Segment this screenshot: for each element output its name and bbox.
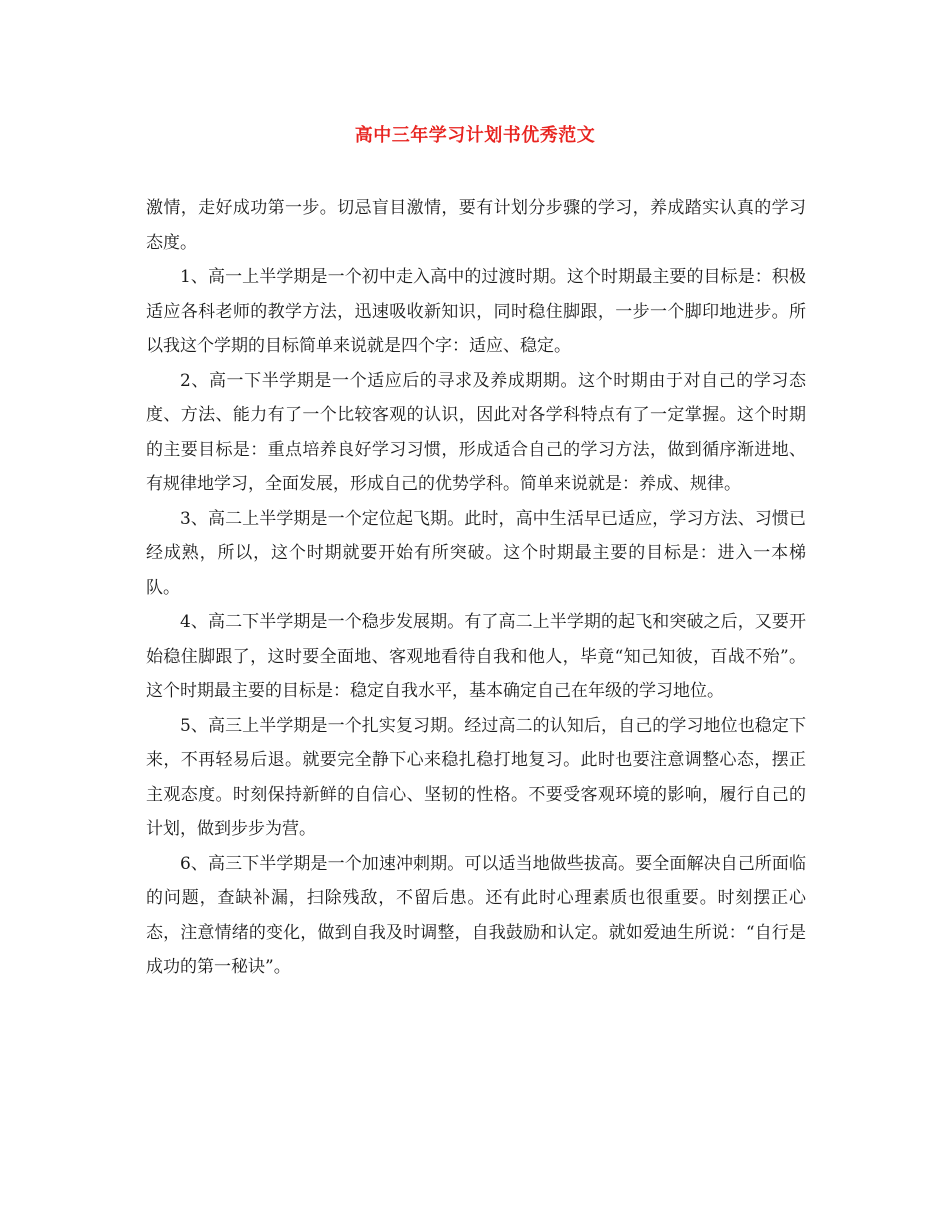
paragraph-intro: 激情，走好成功第一步。切忌盲目激情，要有计划分步骤的学习，养成踏实认真的学习态度。 — [146, 198, 806, 253]
document-body — [146, 191, 806, 985]
paragraph-3: 3、高二上半学期是一个定位起飞期。此时，高中生活早已适应，学习方法、习惯已经成熟，所以，这个时期就要开始有所突破。这个时期最主要的目标是：进入一本梯队。 — [146, 508, 806, 598]
paragraph-1: 1、高一上半学期是一个初中走入高中的过渡时期。这个时期最主要的目标是：积极适应各科老师的教学方法，迅速吸收新知识，同时稳住脚跟，一步一个脚印地进步。所以我这个学期的目标简单来说就是四个字：适应、稳定。 — [146, 267, 806, 356]
paragraph-2: 2、高一下半学期是一个适应后的寻求及养成期期。这个时期由于对自己的学习态度、方法、能力有了一个比较客观的认识，因此对各学科特点有了一定掌握。这个时期的主要目标是：重点培养良好学习习惯，形成适合自己的学习方法，做到循序渐进地、有规律地学习，全面发展，形成自己的优势学科。简单来说就是：养成、规律。 — [146, 370, 806, 494]
paragraph-6: 6、高三下半学期是一个加速冲刺期。可以适当地做些拔高。要全面解决自己所面临的问题，查缺补漏，扫除残敌，不留后患。还有此时心理素质也很重要。时刻摆正心态，注意情绪的变化，做到自我及时调整，自我鼓励和认定。就如爱迪生所说：“自行是成功的第一秘诀”。 — [146, 853, 806, 977]
paragraph-5: 5、高三上半学期是一个扎实复习期。经过高二的认知后，自己的学习地位也稳定下来，不再轻易后退。就要完全静下心来稳扎稳打地复习。此时也要注意调整心态，摆正主观态度。时刻保持新鲜的自信心、坚韧的性格。不要受客观环境的影响，履行自己的计划，做到步步为营。 — [146, 715, 806, 839]
document-title: 高中三年学习计划书优秀范文 — [354, 125, 596, 146]
paragraph-4: 4、高二下半学期是一个稳步发展期。有了高二上半学期的起飞和突破之后，又要开始稳住脚跟了，这时要全面地、客观地看待自我和他人，毕竟“知己知彼，百战不殆”。这个时期最主要的目标是：稳定自我水平，基本确定自己在年级的学习地位。 — [146, 612, 806, 701]
